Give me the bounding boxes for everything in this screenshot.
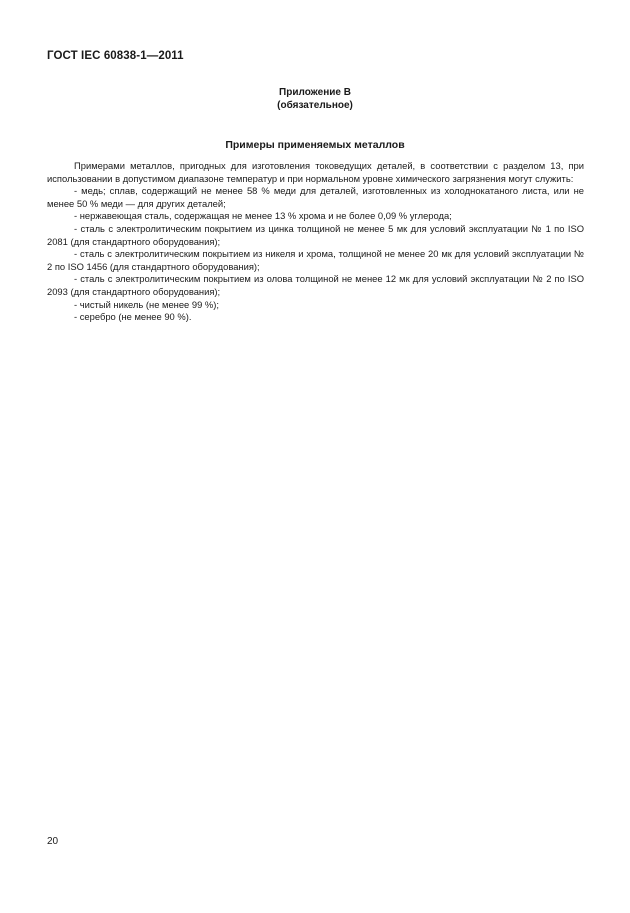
list-item: - нержавеющая сталь, содержащая не менее 13 % хрома и не более 0,09 % углерода; (74, 210, 452, 222)
annex-title: Приложение В (279, 87, 351, 98)
page-number: 20 (47, 836, 59, 847)
section-title: Примеры применяемых металлов (225, 139, 405, 151)
annex-status: (обязательное) (277, 99, 353, 111)
document-body (47, 160, 584, 324)
list-item: - сталь с электролитическим покрытием из никеля и хрома, толщиной не менее 20 мк для условий эксплуатации № 2 по ISO 1456 (для стандартного оборудования); (47, 248, 584, 272)
list-item: - чистый никель (не менее 99 %); (74, 298, 219, 310)
annex-heading (0, 87, 630, 112)
document-header: ГОСТ IEC 60838-1—2011 (47, 50, 184, 62)
list-item: - сталь с электролитическим покрытием из цинка толщиной не менее 5 мк для условий эксплуатации № 1 по ISO 2081 (для стандартного оборудования); (47, 222, 584, 247)
intro-paragraph: Примерами металлов, пригодных для изготовления токоведущих деталей, в соответствии с разделом 13, при использовании в допустимом диапазоне температур и при нормальном уровне химического загрязнения могут служить: (47, 160, 584, 184)
list-item: - медь; сплав, содержащий не менее 58 % меди для деталей, изготовленных из холоднокатаного листа, или не менее 50 % меди — для других деталей; (47, 185, 584, 209)
list-item: - сталь с электролитическим покрытием из олова толщиной не менее 12 мк для условий эксплуатации № 2 по ISO 2093 (для стандартного оборудования); (47, 273, 584, 297)
list-item: - серебро (не менее 90 %). (74, 311, 192, 323)
